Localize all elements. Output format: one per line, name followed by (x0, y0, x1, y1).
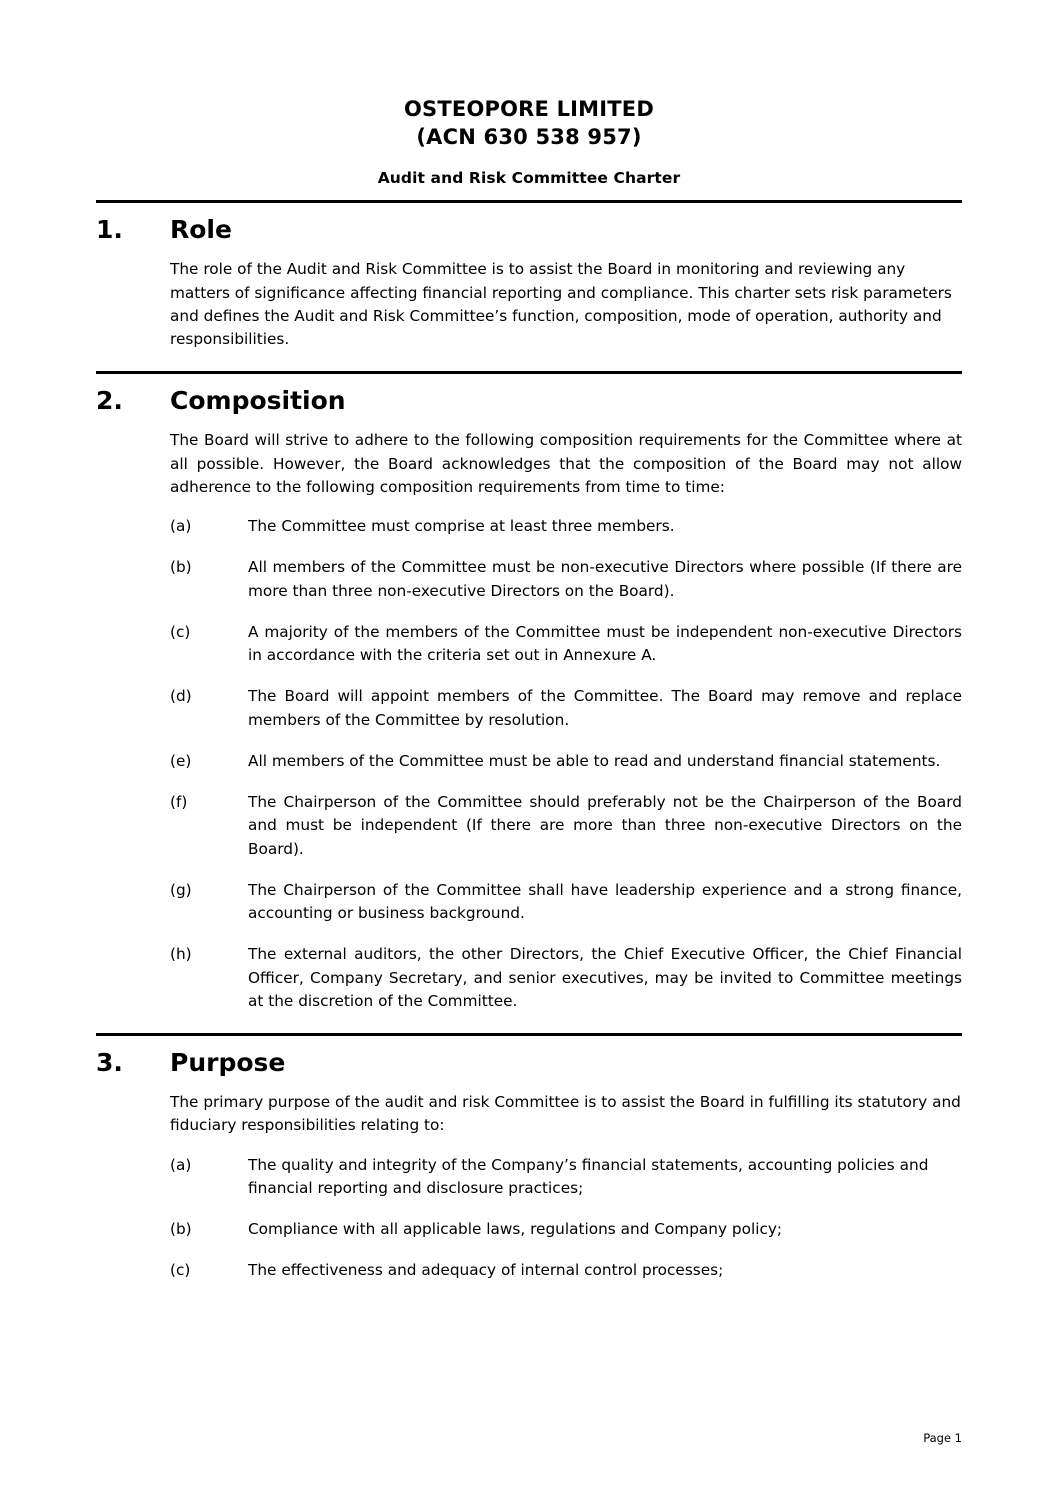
list-item-text: All members of the Committee must be able to read and understand financial statements. (248, 751, 941, 770)
document-header (96, 96, 962, 187)
list-item-text: All members of the Committee must be non-executive Directors where possible (If there are more than three non-executive Directors on the Board). (248, 558, 962, 600)
list-item (170, 556, 962, 603)
list-item (170, 1154, 962, 1201)
list-item (170, 685, 962, 732)
list-item-text: The external auditors, the other Directors, the Chief Executive Officer, the Chief Financial Officer, Company Secretary, and senior executives, may be invited to Committee meetings at the discretion of the Committee. (248, 945, 962, 1010)
section-role (96, 215, 962, 351)
list-item-marker: (h) (170, 945, 192, 964)
clause-list (170, 515, 962, 1013)
document-subtitle: Audit and Risk Committee Charter (377, 169, 681, 188)
list-item-marker: (a) (170, 1155, 192, 1174)
section-paragraph: The Board will strive to adhere to the following composition requirements for the Committee where at all possible. However, the Board acknowledges that the composition of the Board may not allow adherence to the following composition requirements from time to time: (170, 431, 962, 496)
list-item-text: A majority of the members of the Committee must be independent non-executive Directors in accordance with the criteria set out in Annexure A. (248, 622, 962, 665)
list-item-marker: (c) (170, 622, 191, 641)
list-item-text: The Chairperson of the Committee should preferably not be the Chairperson of the Board and must be independent (If there are more than three non-executive Directors on the Board). (248, 793, 962, 858)
list-item (170, 943, 962, 1013)
list-item (170, 515, 962, 538)
list-item-marker: (e) (170, 751, 192, 770)
list-item-text: The Chairperson of the Committee shall have leadership experience and a strong finance, accounting or business background. (248, 880, 962, 923)
list-item-marker: (b) (170, 1220, 192, 1239)
section-title: Composition (170, 386, 346, 416)
list-item (170, 1218, 962, 1241)
list-item (170, 621, 962, 668)
section-divider-1 (96, 200, 962, 203)
list-item-text: The Board will appoint members of the Committee. The Board may remove and replace members of the Committee by resolution. (248, 687, 962, 729)
section-title: Role (170, 215, 232, 245)
section-divider-3 (96, 1033, 962, 1036)
section-heading (96, 1048, 962, 1077)
list-item-text: The Committee must comprise at least three members. (248, 517, 675, 536)
list-item-marker: (b) (170, 558, 192, 577)
list-item-marker: (g) (170, 880, 192, 899)
list-item (170, 879, 962, 926)
section-number: 2. (96, 386, 123, 416)
page-footer: Page 1 (923, 1431, 962, 1445)
list-item-text: Compliance with all applicable laws, regulations and Company policy; (248, 1220, 783, 1239)
section-paragraph: The primary purpose of the audit and risk Committee is to assist the Board in fulfilling its statutory and fiduciary responsibilities relating to: (170, 1093, 961, 1135)
list-item-marker: (c) (170, 1261, 191, 1280)
list-item-text: The effectiveness and adequacy of internal control processes; (248, 1261, 724, 1280)
section-number: 1. (96, 215, 123, 245)
section-number: 3. (96, 1048, 123, 1078)
section-paragraph: The role of the Audit and Risk Committee is to assist the Board in monitoring and reviewing any matters of significance affecting financial reporting and compliance. This charter sets risk parameters and defines the Audit and Risk Committee’s function, composition, mode of operation, authority and responsibilities. (170, 260, 952, 349)
section-composition (96, 386, 962, 1013)
list-item (170, 1259, 962, 1282)
list-item-marker: (d) (170, 687, 192, 706)
section-heading (96, 215, 962, 244)
list-item (170, 750, 962, 773)
list-item-marker: (a) (170, 517, 192, 536)
section-purpose (96, 1048, 962, 1283)
clause-list (170, 1154, 962, 1283)
section-heading (96, 386, 962, 415)
section-divider-2 (96, 371, 962, 374)
section-title: Purpose (170, 1048, 286, 1078)
list-item-text: The quality and integrity of the Company’s financial statements, accounting policies and financial reporting and disclosure practices; (248, 1155, 929, 1197)
list-item-marker: (f) (170, 793, 188, 812)
company-acn: (ACN 630 538 957) (416, 124, 642, 149)
list-item (170, 791, 962, 861)
company-name: OSTEOPORE LIMITED (404, 97, 654, 121)
